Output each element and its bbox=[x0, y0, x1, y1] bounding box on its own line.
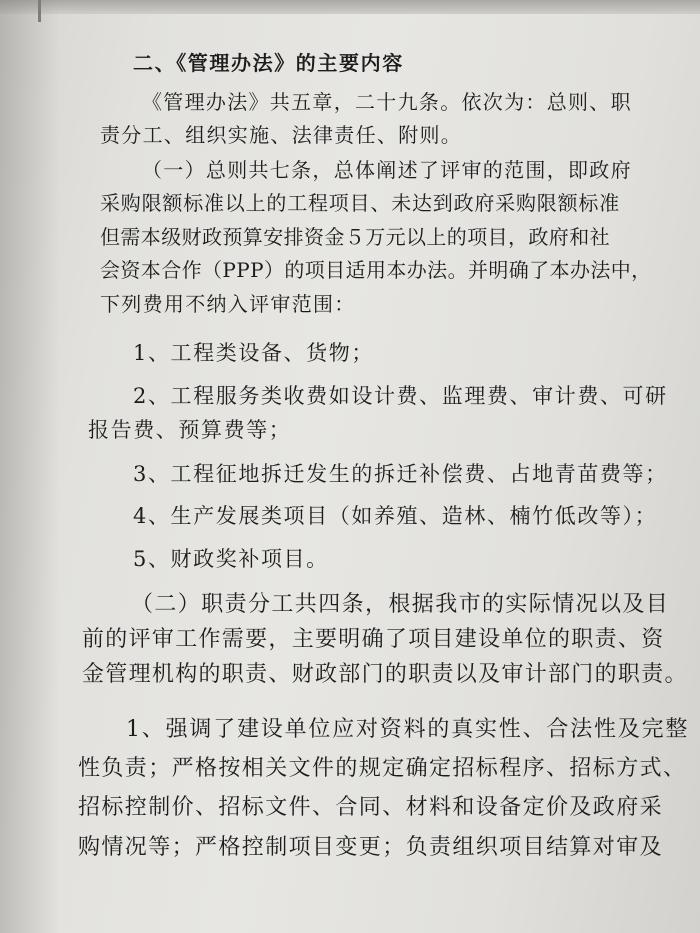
list-item: 3、工程征地拆迁发生的拆迁补偿费、占地青苗费等； bbox=[133, 462, 668, 486]
list-item: 5、财政奖补项目。 bbox=[133, 547, 329, 571]
paragraph-line: 采购限额标准以上的工程项目、未达到政府采购限额标准 bbox=[100, 191, 620, 215]
paragraph-line: 招标控制价、招标文件、合同、材料和设备定价及政府采 bbox=[78, 795, 664, 820]
paper-shadow bbox=[0, 0, 60, 933]
paragraph-line: 前的评审工作需要，主要明确了项目建设单位的职责、资 bbox=[82, 627, 665, 652]
paper-top-edge bbox=[0, 0, 700, 14]
paragraph-line: 金管理机构的职责、财政部门的职责以及审计部门的职责。 bbox=[82, 662, 688, 687]
list-item: 2、工程服务类收费如设计费、监理费、审计费、可研 bbox=[133, 384, 668, 408]
paragraph-line: 会资本合作（PPP）的项目适用本办法。并明确了本办法中， bbox=[100, 258, 652, 282]
paragraph-line: 责分工、组织实施、法律责任、附则。 bbox=[100, 123, 463, 147]
list-item: 1、工程类设备、货物； bbox=[133, 341, 374, 365]
paragraph-line: （一）总则共七条，总体阐述了评审的范围，即政府 bbox=[142, 158, 632, 182]
paragraph-line: 购情况等；严格控制项目变更；负责组织项目结算对审及 bbox=[78, 835, 664, 860]
paper-mark bbox=[38, 0, 41, 22]
paragraph-line: 《管理办法》共五章，二十九条。依次为：总则、职 bbox=[142, 90, 632, 114]
section-heading: 二、《管理办法》的主要内容 bbox=[133, 51, 404, 75]
list-item: 4、生产发展类项目（如养殖、造林、楠竹低改等）； bbox=[133, 504, 658, 528]
paragraph-line: 性负责；严格按相关文件的规定确定招标程序、招标方式、 bbox=[78, 756, 687, 781]
list-item-continuation: 报告费、预算费等； bbox=[88, 418, 292, 442]
paragraph-line: 但需本级财政预算安排资金５万元以上的项目，政府和社 bbox=[100, 225, 610, 249]
paragraph-line: （二）职责分工共四条，根据我市的实际情况以及目 bbox=[131, 592, 670, 617]
paragraph-line: 下列费用不纳入评审范围： bbox=[100, 292, 356, 316]
paragraph-line: 1、强调了建设单位应对资料的真实性、合法性及完整 bbox=[126, 717, 690, 742]
